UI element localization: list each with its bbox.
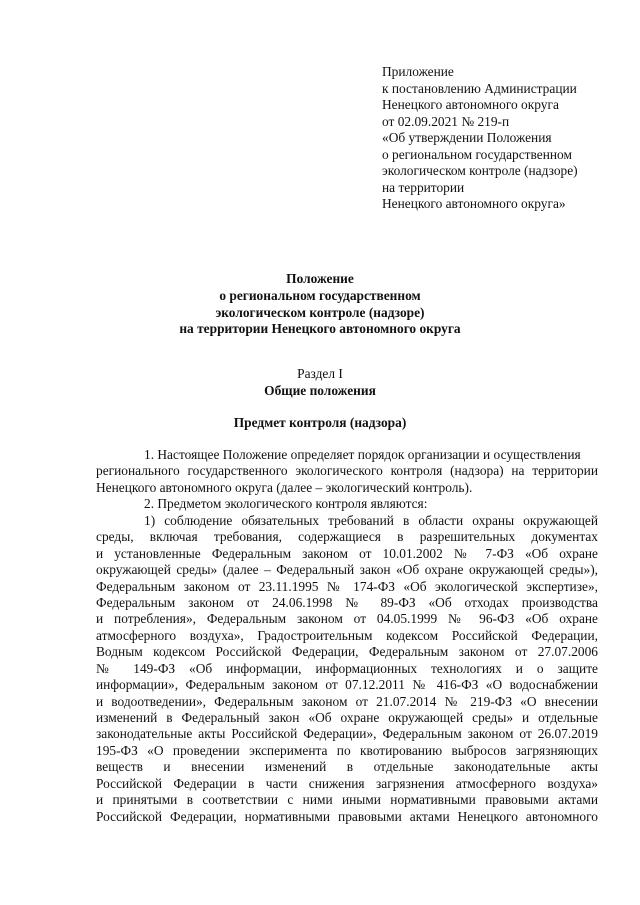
title-line: Положение	[286, 271, 354, 286]
body-line: и принятыми в соответствии с ними иными нормативными правовыми актами	[96, 792, 598, 808]
section-name: Общие положения	[264, 382, 376, 398]
body-line: Водным кодексом Российской Федерации, Федеральным законом от 27.07.2006	[96, 644, 598, 660]
body-line: 1. Настоящее Положение определяет порядок организации и осуществления	[144, 447, 581, 462]
body-line: и потребления», Федеральным законом от 04.05.1999 № 96-ФЗ «Об охране	[96, 611, 598, 627]
appendix-line: о региональном государственном	[382, 146, 572, 162]
appendix-block	[382, 64, 622, 213]
section-number: Раздел I	[297, 366, 343, 381]
body-line: веществ и внесении изменений в отдельные законодательные акты	[96, 759, 598, 775]
appendix-line: на территории	[382, 179, 465, 195]
appendix-line: экологическом контроле (надзоре)	[382, 163, 578, 178]
subject-heading: Предмет контроля (надзора)	[233, 415, 407, 430]
body-line: и водоотведении», Федеральным законом от 21.07.2014 № 219-ФЗ «О внесении	[96, 693, 598, 709]
appendix-line: «Об утверждении Положения	[382, 130, 552, 145]
document-title	[0, 271, 640, 338]
appendix-line: от 02.09.2021 № 219-п	[382, 113, 510, 129]
body-line: 2. Предметом экологического контроля являются:	[144, 496, 428, 512]
title-line: экологическом контроле (надзоре)	[215, 304, 425, 320]
document-body	[96, 447, 598, 825]
body-line: изменений в Федеральный закон «Об охране окружающей среды» и отдельные	[96, 710, 598, 725]
body-line: № 149-ФЗ «Об информации, информационных технологиях и о защите	[96, 660, 598, 676]
body-line: атмосферного воздуха», Градостроительным кодексом Российской Федерации,	[96, 627, 598, 643]
appendix-line: Ненецкого автономного округа	[382, 97, 559, 112]
body-line: и установленные Федеральным законом от 10.01.2002 № 7-ФЗ «Об охране	[96, 545, 598, 561]
appendix-line: Ненецкого автономного округа»	[382, 196, 566, 211]
body-line: Ненецкого автономного округа (далее – экологический контроль).	[96, 479, 473, 495]
body-line: окружающей среды» (далее – Федеральный закон «Об охране окружающей среды»),	[96, 562, 598, 578]
body-line: 1) соблюдение обязательных требований в области охраны окружающей	[144, 512, 598, 528]
appendix-line: Приложение	[382, 64, 454, 79]
body-line: 195-ФЗ «О проведении эксперимента по квотированию выбросов загрязняющих	[96, 742, 598, 758]
title-line: на территории Ненецкого автономного округа	[179, 321, 461, 337]
section-heading	[0, 366, 640, 400]
body-line: Российской Федерации, нормативными правовыми актами Ненецкого автономного	[96, 808, 598, 824]
title-line: о региональном государственном	[219, 287, 421, 303]
body-line: среды, включая требования, содержащиеся в разрешительных документах	[96, 529, 598, 545]
body-line: регионального государственного экологического контроля (надзора) на территории	[96, 463, 598, 479]
body-line: Федеральным законом от 23.11.1995 № 174-ФЗ «Об экологической экспертизе»,	[96, 578, 598, 594]
body-line: законодательные акты Российской Федерации», Федеральным законом от 26.07.2019	[96, 726, 598, 742]
body-line: Российской Федерации в части снижения загрязнения атмосферного воздуха»	[96, 775, 598, 791]
body-line: Федеральным законом от 24.06.1998 № 89-ФЗ «Об отходах производства	[96, 594, 598, 610]
appendix-line: к постановлению Администрации	[382, 80, 577, 96]
body-line: информации», Федеральным законом от 07.12.2011 № 416-ФЗ «О водоснабжении	[96, 677, 598, 693]
